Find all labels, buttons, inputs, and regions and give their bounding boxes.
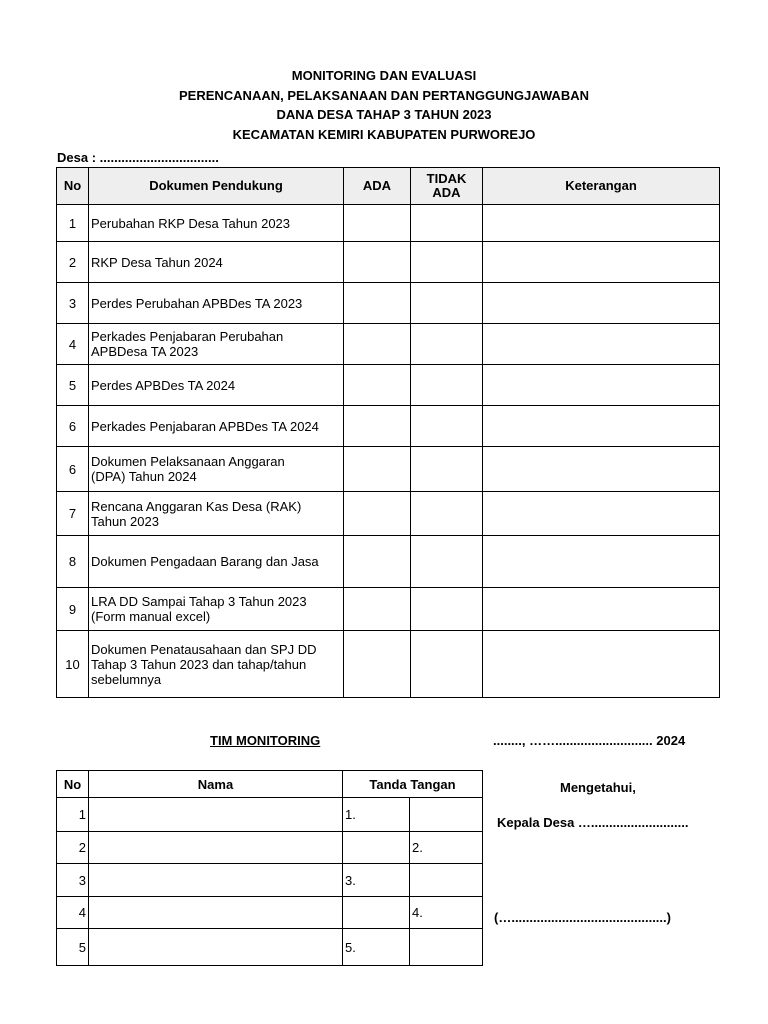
document-checklist-table [56, 167, 720, 698]
ada-cell[interactable] [344, 324, 411, 365]
table-row [57, 205, 720, 242]
tidak-ada-cell[interactable] [411, 588, 483, 631]
tidak-ada-cell[interactable] [411, 365, 483, 406]
signature-cell-right[interactable] [410, 798, 483, 832]
keterangan-cell[interactable] [483, 631, 720, 698]
row-number: 10 [57, 631, 89, 698]
tidak-ada-cell[interactable] [411, 242, 483, 283]
tidak-ada-cell[interactable] [411, 492, 483, 536]
table-row [57, 492, 720, 536]
tidak-ada-cell[interactable] [411, 406, 483, 447]
keterangan-cell[interactable] [483, 492, 720, 536]
row-number: 3 [57, 283, 89, 324]
ada-cell[interactable] [344, 492, 411, 536]
table-row [57, 242, 720, 283]
document-name-line: Dokumen Pelaksanaan Anggaran [91, 454, 285, 469]
desa-label: Desa : ................................. [57, 150, 219, 165]
tidak-ada-cell[interactable] [411, 283, 483, 324]
tidak-ada-cell[interactable] [411, 324, 483, 365]
ada-cell[interactable] [344, 447, 411, 492]
document-name [89, 492, 344, 536]
document-name [89, 447, 344, 492]
signature-cell-left[interactable] [343, 832, 410, 864]
ada-cell[interactable] [344, 588, 411, 631]
document-name-line: Tahap 3 Tahun 2023 dan tahap/tahun [91, 656, 307, 672]
row-number: 4 [57, 324, 89, 365]
document-name [89, 631, 344, 698]
header-keterangan: Keterangan [483, 168, 720, 205]
keterangan-cell[interactable] [483, 242, 720, 283]
team-header-tanda-tangan: Tanda Tangan [343, 771, 483, 798]
team-row [57, 832, 483, 864]
ada-cell[interactable] [344, 205, 411, 242]
row-number: 6 [57, 406, 89, 447]
team-header-row [57, 771, 483, 798]
signature-cell-right[interactable]: 2. [410, 832, 483, 864]
table-row [57, 365, 720, 406]
team-name-cell[interactable] [89, 798, 343, 832]
team-name-cell[interactable] [89, 864, 343, 897]
document-name [89, 365, 344, 406]
signature-cell-right[interactable] [410, 864, 483, 897]
table-row [57, 447, 720, 492]
header-dokumen: Dokumen Pendukung [89, 168, 344, 205]
document-name-line: Tahun 2023 [91, 513, 159, 529]
team-row-number: 4 [57, 897, 89, 929]
team-row-number: 3 [57, 864, 89, 897]
row-number: 6 [57, 447, 89, 492]
team-name-cell[interactable] [89, 897, 343, 929]
team-header-nama: Nama [89, 771, 343, 798]
table-row [57, 588, 720, 631]
signature-line: (…...........................................) [494, 910, 671, 925]
team-table [56, 770, 483, 966]
tidak-ada-cell[interactable] [411, 536, 483, 588]
table-row [57, 406, 720, 447]
document-name [89, 242, 344, 283]
row-number: 1 [57, 205, 89, 242]
document-name-line: sebelumnya [91, 671, 162, 687]
document-name-line: Perkades Penjabaran Perubahan [91, 329, 284, 344]
ada-cell[interactable] [344, 406, 411, 447]
keterangan-cell[interactable] [483, 447, 720, 492]
ada-cell[interactable] [344, 631, 411, 698]
team-row [57, 798, 483, 832]
keterangan-cell[interactable] [483, 406, 720, 447]
keterangan-cell[interactable] [483, 205, 720, 242]
document-name-line: Rencana Anggaran Kas Desa (RAK) [91, 498, 302, 514]
row-number: 2 [57, 242, 89, 283]
document-name [89, 536, 344, 588]
ada-cell[interactable] [344, 536, 411, 588]
document-name-line: (DPA) Tahun 2024 [91, 469, 197, 484]
document-name-line: APBDesa TA 2023 [91, 344, 199, 359]
header-tidak: TIDAK [426, 171, 467, 186]
document-name [89, 406, 344, 447]
document-name [89, 588, 344, 631]
ada-cell[interactable] [344, 242, 411, 283]
row-number: 7 [57, 492, 89, 536]
title-line-1: MONITORING DAN EVALUASI [291, 68, 477, 83]
signature-cell-left[interactable] [343, 897, 410, 929]
title-line-2: PERENCANAAN, PELAKSANAAN DAN PERTANGGUNGJAWABAN [178, 87, 589, 103]
document-name-line: Perubahan RKP Desa Tahun 2023 [91, 215, 291, 231]
team-name-cell[interactable] [89, 832, 343, 864]
document-name-line: Dokumen Pengadaan Barang dan Jasa [91, 554, 319, 569]
date-line: ........, ……........................... 2024 [493, 733, 686, 748]
table-row [57, 631, 720, 698]
tidak-ada-cell[interactable] [411, 205, 483, 242]
row-number: 8 [57, 536, 89, 588]
keterangan-cell[interactable] [483, 588, 720, 631]
tidak-ada-cell[interactable] [411, 447, 483, 492]
document-title [0, 66, 768, 144]
document-name-line: Perkades Penjabaran APBDes TA 2024 [91, 418, 319, 434]
header-ada-2: ADA [432, 185, 461, 200]
document-name-line: Perdes Perubahan APBDes TA 2023 [91, 295, 303, 311]
title-line-4: KECAMATAN KEMIRI KABUPATEN PURWOREJO [232, 126, 536, 142]
keterangan-cell[interactable] [483, 324, 720, 365]
team-row-number: 2 [57, 832, 89, 864]
header-tidak-ada [411, 168, 483, 205]
team-row-number: 5 [57, 929, 89, 966]
kepala-desa-label: Kepala Desa …........................... [497, 815, 689, 830]
document-name-line: Dokumen Penatausahaan dan SPJ DD [91, 641, 317, 657]
signature-cell-right[interactable] [410, 929, 483, 966]
signature-cell-left[interactable]: 5. [343, 929, 410, 966]
header-ada: ADA [344, 168, 411, 205]
tidak-ada-cell[interactable] [411, 631, 483, 698]
document-name [89, 205, 344, 242]
table-row [57, 536, 720, 588]
document-name-line: RKP Desa Tahun 2024 [91, 254, 223, 270]
keterangan-cell[interactable] [483, 365, 720, 406]
ada-cell[interactable] [344, 283, 411, 324]
document-name-line: (Form manual excel) [91, 609, 211, 624]
team-row [57, 864, 483, 897]
document-name [89, 324, 344, 365]
title-line-3: DANA DESA TAHAP 3 TAHUN 2023 [276, 107, 492, 122]
signature-cell-right[interactable]: 4. [410, 897, 483, 929]
signature-cell-left[interactable]: 3. [343, 864, 410, 897]
mengetahui-label: Mengetahui, [560, 780, 636, 795]
ada-cell[interactable] [344, 365, 411, 406]
team-row [57, 897, 483, 929]
row-number: 9 [57, 588, 89, 631]
document-name-line: Perdes APBDes TA 2024 [91, 377, 236, 393]
keterangan-cell[interactable] [483, 283, 720, 324]
tim-monitoring-label: TIM MONITORING [210, 733, 321, 748]
header-no: No [57, 168, 89, 205]
document-name [89, 283, 344, 324]
row-number: 5 [57, 365, 89, 406]
table-row [57, 324, 720, 365]
team-row [57, 929, 483, 966]
table-header-row [57, 168, 720, 205]
team-row-number: 1 [57, 798, 89, 832]
table-row [57, 283, 720, 324]
keterangan-cell[interactable] [483, 536, 720, 588]
team-header-no: No [57, 771, 89, 798]
team-name-cell[interactable] [89, 929, 343, 966]
signature-cell-left[interactable]: 1. [343, 798, 410, 832]
document-name-line: LRA DD Sampai Tahap 3 Tahun 2023 [91, 594, 307, 609]
